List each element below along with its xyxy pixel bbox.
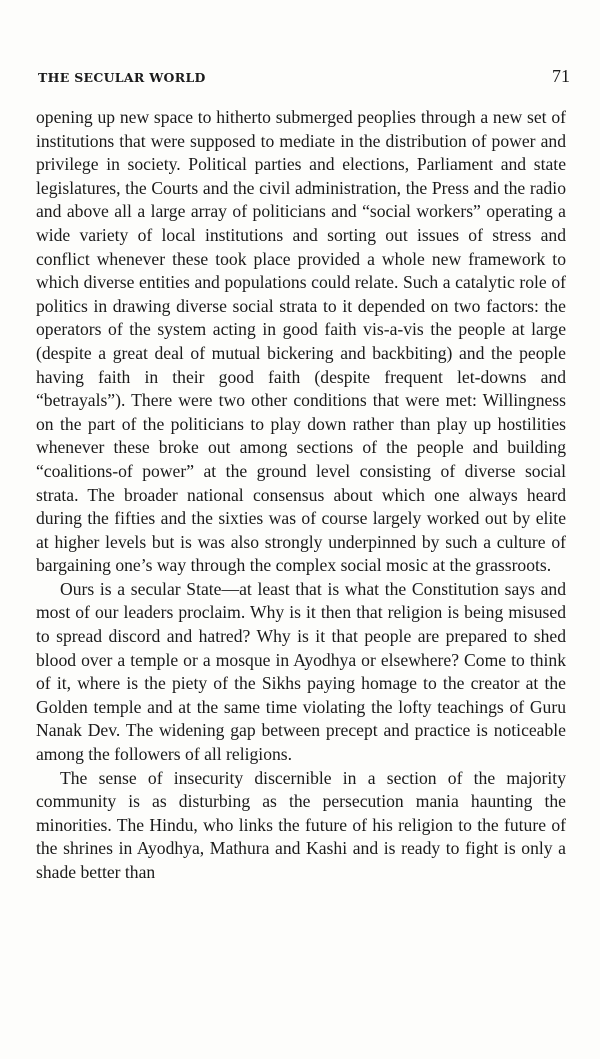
running-title: THE SECULAR WORLD	[38, 70, 206, 85]
paragraph-insecurity: The sense of insecurity discernible in a section of the majority community is as disturbing as the persecution mania haunting the minorities. The Hindu, who links the future of his religion to the future of the shrines in Ayodhya, Mathura and Kashi and is ready to fight is only a shade better than	[36, 767, 566, 882]
running-head	[38, 66, 570, 88]
paragraph-secular-state: Ours is a secular State—at least that is what the Constitution says and most of our leaders proclaim. Why is it then that religion is being misused to spread discord and hatred? Why is it that people are prepared to shed blood over a temple or a mosque in Ayodhya or elsewhere? Come to think of it, where is the piety of the Sikhs paying homage to the creator at the Golden temple and at the same time violating the lofty teachings of Guru Nanak Dev. The widening gap between precept and practice is noticeable among the followers of all religions.	[36, 578, 566, 765]
page-number: 71	[552, 66, 570, 86]
paragraph-continuation: opening up new space to hitherto submerged peoplies through a new set of institutions that were supposed to mediate in the distribution of power and privilege in society. Political parties and elections, Parliament and state legislatures, the Courts and the civil administration, the Press and the radio and above all a large array of politicians and “social workers” operating a wide variety of local institutions and sorting out issues of stress and conflict whenever these took place provided a whole new framework to which diverse entities and populations could relate. Such a catalytic role of politics in drawing diverse social strata to it depended on two factors: the operators of the system acting in good faith vis-a-vis the people at large (despite a great deal of mutual bickering and backbiting) and the people having faith in their good faith (despite frequent let-downs and “betrayals”). There were two other conditions that were met: Willingness on the part of the politicians to play down rather than play up hostilities whenever these broke out among sections of the people and building “coalitions-of power” at the ground level consisting of diverse social strata. The broader national consensus about which one always heard during the fifties and the sixties was of course largely worked out by elite at higher levels but is was also strongly underpinned by such a culture of bargaining one’s way through the complex social mosic at the grassroots.	[36, 107, 566, 576]
body-text	[36, 106, 566, 885]
